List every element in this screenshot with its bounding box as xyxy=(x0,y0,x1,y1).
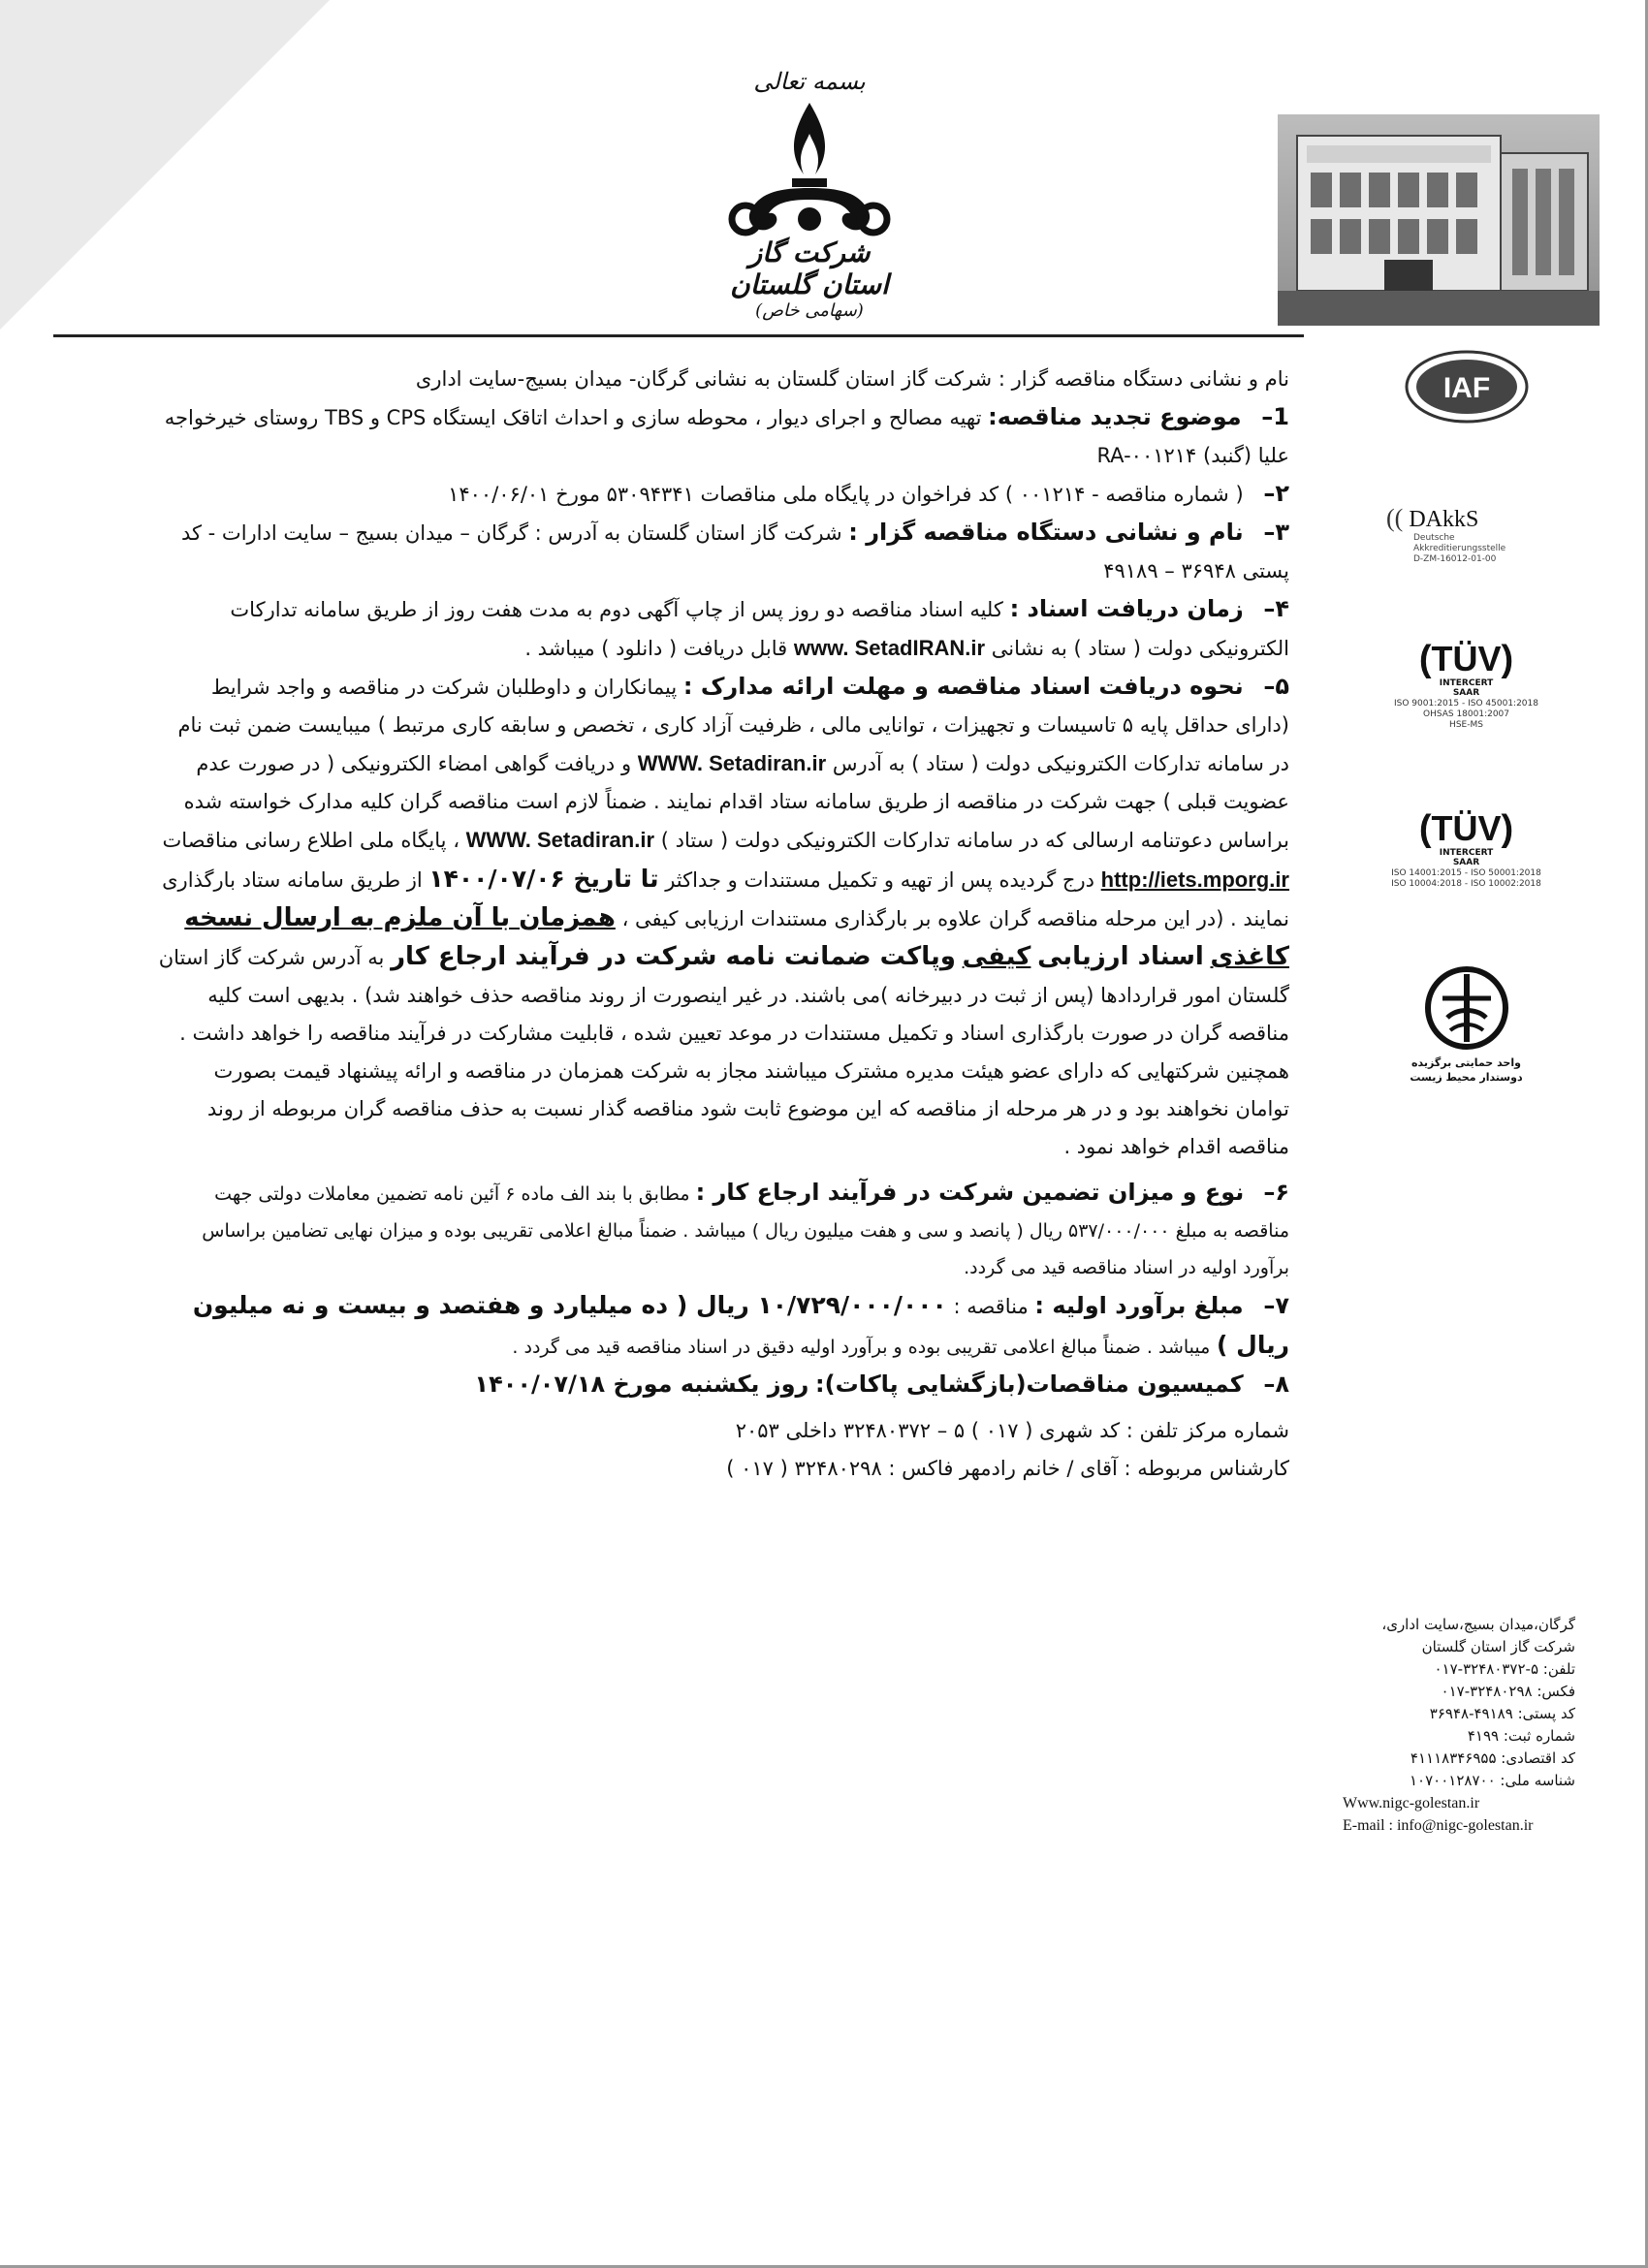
iaf-logo-icon xyxy=(1404,349,1530,425)
section-2-number: ۲– xyxy=(1263,480,1289,507)
header-divider xyxy=(53,334,1304,337)
section-8 xyxy=(155,1366,1289,1404)
contact-registration: شماره ثبت: ۴۱۹۹ xyxy=(1467,1727,1575,1745)
section-4-text-b: قابل دریافت ( دانلود ) میباشد . xyxy=(524,637,788,660)
section-8-text: روز یکشنبه مورخ ۱۴۰۰/۰۷/۱۸ xyxy=(474,1370,809,1398)
tuv-intercert-2: INTERCERT xyxy=(1439,848,1494,858)
section-7-text-a: مناقصه : xyxy=(953,1295,1029,1318)
section-1 xyxy=(155,398,1289,475)
iets-link[interactable]: http://iets.mporg.ir xyxy=(1100,867,1289,892)
tuv-saar-1: SAAR xyxy=(1452,688,1480,698)
environment-badge xyxy=(1381,964,1551,1085)
section-1-number: 1– xyxy=(1261,403,1289,430)
section-5-emphasis-2b: کیفی xyxy=(962,942,1031,971)
contact-address: گرگان،میدان بسیج،سایت اداری، xyxy=(1381,1616,1575,1633)
dakks-text: DAkkS xyxy=(1409,507,1479,532)
dakks-badge: (( DAkkS Deutsche Akkreditierungsstelle D-ZM-16012-01-00 xyxy=(1386,504,1556,565)
section-3-title: نام و نشانی دستگاه مناقصه گزار : xyxy=(848,519,1244,546)
section-8-title: کمیسیون مناقصات(بازگشایی پاکات): xyxy=(815,1370,1244,1398)
section-7-amount: ۱۰/۷۲۹/۰۰۰/۰۰۰ ریال ( ده میلیارد و هفتصد و بیست و نه میلیون ریال ) xyxy=(192,1291,1289,1359)
tuv1-standard-2: OHSAS 18001:2007 xyxy=(1422,709,1510,719)
folded-corner xyxy=(0,0,330,330)
section-7-title: مبلغ برآورد اولیه : xyxy=(1034,1292,1244,1319)
section-3-number: ۳– xyxy=(1263,519,1289,546)
section-5-deadline: تا تاریخ ۱۴۰۰/۰۷/۰۶ xyxy=(428,865,659,893)
section-5-title: نحوه دریافت اسناد مناقصه و مهلت ارائه مدارک : xyxy=(682,673,1244,700)
setad-link-3[interactable]: WWW. Setadiran.ir xyxy=(465,828,655,852)
invocation-text: بسمه تعالی xyxy=(753,68,866,95)
flame-emblem-icon xyxy=(722,95,897,240)
phone-line: شماره مرکز تلفن : کد شهری ( ۰۱۷ ) ۵ – ۳۲۴۸۰۳۷۲ داخلی ۲۰۵۳ xyxy=(735,1419,1289,1442)
section-6-text: مطابق با بند الف ماده ۶ آئین نامه تضمین معاملات دولتی جهت مناقصه به مبلغ ۵۳۷/۰۰۰/۰۰۰ ریال ( پانصد و سی و هفت میلیون ریال ) میباشد . ضمناً مبالغ اعلامی تقریبی بوده و میزان نهایی تضامین براساس برآورد اولیه در اسناد مناقصه قید می گردد. xyxy=(202,1183,1289,1278)
section-6-number: ۶– xyxy=(1263,1179,1289,1206)
section-6-title: نوع و میزان تضمین شرکت در فرآیند ارجاع کار : xyxy=(695,1179,1245,1206)
section-1-title: موضوع تجدید مناقصه: xyxy=(988,403,1242,430)
tuv-intercert-1: INTERCERT xyxy=(1439,678,1494,688)
contact-email-link[interactable]: E-mail : info@nigc-golestan.ir xyxy=(1343,1817,1534,1834)
iaf-text: IAF xyxy=(1442,372,1490,404)
setad-link-2[interactable]: WWW. Setadiran.ir xyxy=(637,751,827,775)
section-5-text-a: پیمانکاران و داوطلبان شرکت در مناقصه و واجد شرایط (دارای حداقل پایه ۵ تاسیسات و تجهیزات ، توانایی مالی ، ظرفیت آزاد کاری ، تخصص و سابقه کاری مرتبط ) میبایست ضمن ثبت نام در سامانه تدارکات الکترونیکی دولت ( ستاد ) به آدرس xyxy=(177,676,1289,775)
tuv1-standard-1: ISO 9001:2015 - ISO 45001:2018 xyxy=(1393,699,1538,709)
contact-info xyxy=(1343,1614,1575,1837)
tuv1-standard-3: HSE-MS xyxy=(1449,720,1483,730)
section-5-text-d: درج گردیده پس از تهیه و تکمیل مستندات و جداکثر xyxy=(665,868,1094,892)
dakks-line2: Akkreditierungsstelle xyxy=(1413,544,1506,553)
environment-label-2: دوستدار محیط زیست xyxy=(1410,1071,1523,1084)
section-6 xyxy=(155,1174,1289,1286)
company-name: شرکت گاز استان گلستان xyxy=(730,236,889,300)
section-5-text-f: به آدرس شرکت گاز استان گلستان امور قراردادها (پس از ثبت در دبیرخانه )می باشند. در غیر اینصورت از روند مناقصه حذف خواهند شد) . بدیهی است کلیه مناقصه گران در صورت بارگذاری اسناد و تکمیل مستندات در موعد تعیین شده ، قابلیت مشارکت در فرآیند مناقصه را خواهد داشت . همچنین شرکتهایی که دارای عضو هیئت مدیره مشترک میباشند مجاز به شرکت همزمان در مناقصه و ارائه پیشنهاد قیمت بصورت توامان نخواهند بود و در هر مرحله از مناقصه که این موضوع ثابت شود مناقصه گذار نسبت به حذف مناقصه گران مربوطه از روند مناقصه اقدام خواهد نمود . xyxy=(158,946,1289,1158)
iaf-badge xyxy=(1381,349,1551,428)
section-2-text: ( شماره مناقصه - ۰۰۱۲۱۴ ) کد فراخوان در پایگاه ملی مناقصات ۵۳۰۹۴۳۴۱ مورخ ۱۴۰۰/۰۶/۰۱ xyxy=(448,483,1244,506)
intro-line: نام و نشانی دستگاه مناقصه گزار : شرکت گاز استان گلستان به نشانی گرگان- میدان بسیج-سایت اداری xyxy=(415,367,1289,391)
section-4 xyxy=(155,590,1289,668)
building-photo xyxy=(1278,114,1600,326)
tuv2-standard-1: ISO 14001:2015 - ISO 50001:2018 xyxy=(1391,868,1541,878)
expert-line: کارشناس مربوطه : آقای / خانم رادمهر فاکس : ۳۲۴۸۰۲۹۸ ( ۰۱۷ ) xyxy=(726,1457,1289,1480)
environment-logo-icon xyxy=(1423,964,1510,1052)
section-7 xyxy=(155,1286,1289,1366)
contact-company: شرکت گاز استان گلستان xyxy=(1421,1638,1575,1655)
section-5-emphasis-2c: وپاکت ضمانت نامه شرکت در فرآیند ارجاع کار xyxy=(391,942,956,971)
section-5-text-c: ، پایگاه ملی اطلاع رسانی مناقصات xyxy=(162,829,460,852)
tuv2-standard-2: ISO 10004:2018 - ISO 10002:2018 xyxy=(1391,879,1541,889)
section-2 xyxy=(155,475,1289,514)
contact-postal-code: کد پستی: ۴۹۱۸۹-۳۶۹۴۸ xyxy=(1429,1705,1575,1722)
contact-economic-code: کد اقتصادی: ۴۱۱۱۸۳۴۶۹۵۵ xyxy=(1410,1749,1575,1767)
environment-label-1: واحد حمایتی برگزیده xyxy=(1411,1056,1521,1069)
section-8-number: ۸– xyxy=(1263,1370,1289,1398)
tender-notice-body xyxy=(155,361,1289,1488)
tuv-badge-1: (TÜV) INTERCERT SAAR ISO 9001:2015 - ISO 45001:2018 OHSAS 18001:2007 HSE-MS xyxy=(1381,640,1551,731)
section-5-text-b: و دریافت گواهی امضاء الکترونیکی ( در صورت عدم عضویت قبلی ) جهت شرکت در مناقصه از طریق سامانه ستاد اقدام نمایند . ضمناً لازم است مناقصه گران کلیه مدارک خواسته شده براساس دعوتنامه ارسالی که در سامانه تدارکات الکترونیکی دولت ( ستاد ) xyxy=(183,752,1289,852)
section-4-text-a: کلیه اسناد مناقصه دو روز پس از چاپ آگهی دوم به مدت هفت روز از طریق سامانه تدارکات الکترونیکی دولت ( ستاد ) به نشانی xyxy=(230,598,1289,660)
section-5-number: ۵– xyxy=(1263,673,1289,700)
section-1-text: تهیه مصالح و اجرای دیوار ، محوطه سازی و احداث اتاقک ایستگاه CPS و TBS روستای خیرخواجه علیا (گنبد) RA-۰۰۱۲۱۴ xyxy=(164,406,1289,467)
section-7-text-b: میباشد . ضمناً مبالغ اعلامی تقریبی بوده و برآورد اولیه دقیق در اسناد مناقصه قید می گردد . xyxy=(512,1337,1211,1358)
section-3 xyxy=(155,514,1289,590)
section-5-text-e: از طریق سامانه ستاد بارگذاری نمایند . (در این مرحله مناقصه گران علاوه بر بارگذاری مستندات ارزیابی کیفی ، xyxy=(162,868,1289,930)
section-5-emphasis-2a: اسناد ارزیابی xyxy=(1037,942,1204,971)
section-5-emphasis-1: همزمان با آن ملزم به ارسال نسخه کاغذی xyxy=(184,903,1289,971)
setad-link[interactable]: www. SetadIRAN.ir xyxy=(793,636,986,660)
contact-fax: فکس: ۳۲۴۸۰۲۹۸-۰۱۷ xyxy=(1441,1683,1575,1700)
tuv-saar-2: SAAR xyxy=(1452,858,1480,867)
dakks-line1: Deutsche xyxy=(1413,533,1455,543)
contact-phone: تلفن: ۵-۳۲۴۸۰۳۷۲-۰۱۷ xyxy=(1434,1660,1575,1678)
tuv-text-1: TÜV xyxy=(1431,639,1502,678)
section-3-text: شرکت گاز استان گلستان به آدرس : گرگان – میدان بسیج – سایت ادارات - کد پستی ۳۶۹۴۸ – ۴۹۱۸۹ xyxy=(180,521,1289,583)
company-type: (سهامی خاص) xyxy=(755,300,864,321)
tuv-text-2: TÜV xyxy=(1431,808,1502,848)
contact-national-id: شناسه ملی: ۱۰۷۰۰۱۲۸۷۰۰ xyxy=(1410,1772,1575,1789)
dakks-line3: D-ZM-16012-01-00 xyxy=(1413,554,1497,564)
contact-website-link[interactable]: Www.nigc-golestan.ir xyxy=(1343,1795,1480,1811)
section-4-title: زمان دریافت اسناد : xyxy=(1009,595,1244,622)
section-5 xyxy=(155,668,1289,1166)
tuv-badge-2: (TÜV) INTERCERT SAAR ISO 14001:2015 - ISO 50001:2018 ISO 10004:2018 - ISO 10002:2018 xyxy=(1381,809,1551,890)
section-4-number: ۴– xyxy=(1263,595,1289,622)
company-logo xyxy=(713,68,906,330)
section-7-number: ۷– xyxy=(1263,1292,1289,1319)
